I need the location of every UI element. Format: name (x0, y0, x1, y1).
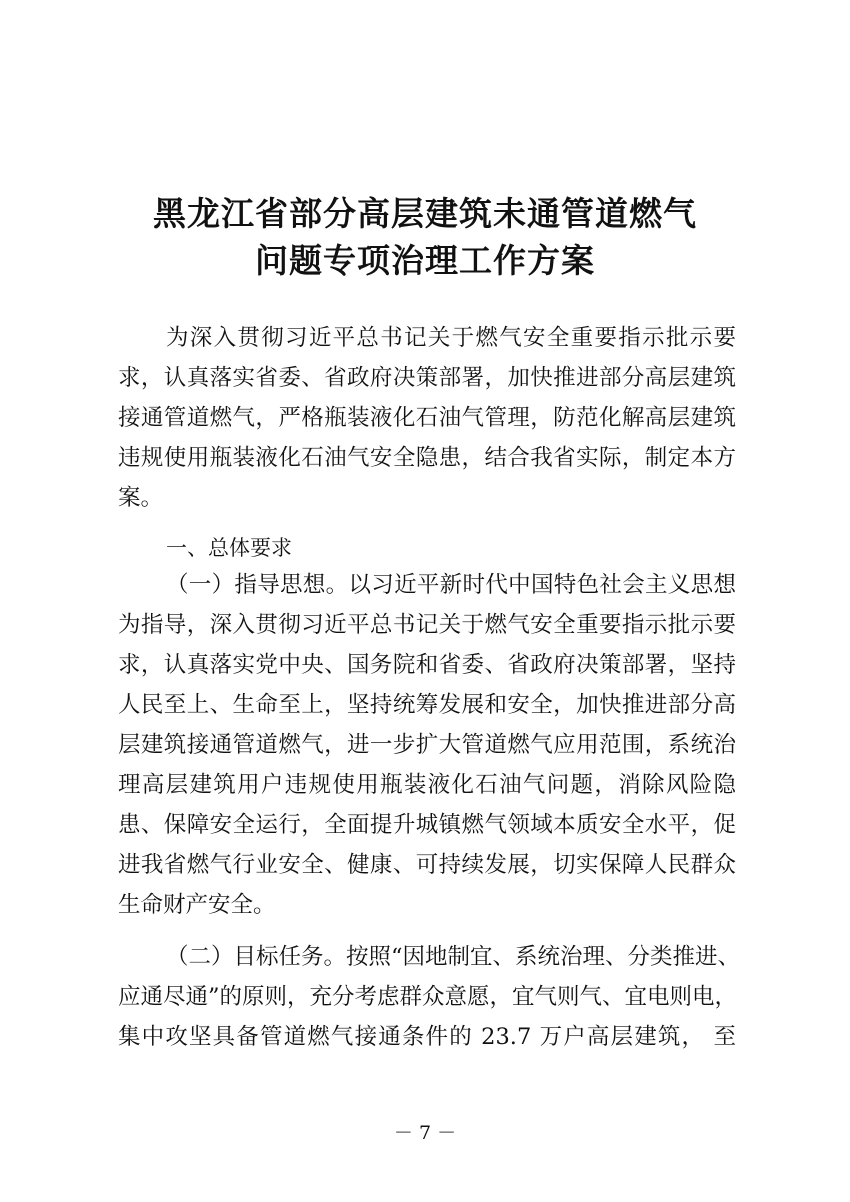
paragraph-line: （一）指导思想。以习近平新时代中国特色社会主义思想 (166, 572, 736, 598)
paragraph-line: 求，认真落实省委、省政府决策部署，加快推进部分高层建筑 (118, 365, 736, 391)
paragraph-line: 层建筑接通管道燃气，进一步扩大管道燃气应用范围，系统治 (118, 732, 736, 758)
paragraph-line: 案。 (118, 485, 164, 511)
paragraph-line: （二）目标任务。按照“因地制宜、系统治理、分类推进、 (166, 944, 741, 970)
paragraph-line: 患、保障安全运行，全面提升城镇燃气领域本质安全水平，促 (118, 812, 736, 838)
paragraph-line: 应通尽通”的原则，充分考虑群众意愿，宜气则气、宜电则电， (118, 984, 738, 1010)
paragraph-line: 集中攻坚具备管道燃气接通条件的 23.7 万户高层建筑， 至 (118, 1024, 736, 1050)
paragraph-line: 生命财产安全。 (118, 892, 276, 918)
intro-paragraph (118, 318, 736, 518)
document-title-line-1: 黑龙江省部分高层建筑未通管道燃气 (153, 194, 697, 233)
document-title-line-2: 问题专项治理工作方案 (255, 241, 595, 280)
paragraph-line: 进我省燃气行业安全、健康、可持续发展，切实保障人民群众 (118, 852, 736, 878)
paragraph-line: 为深入贯彻习近平总书记关于燃气安全重要指示批示要 (166, 325, 736, 351)
page-number: － 7 － (393, 1122, 457, 1144)
paragraph-line: 理高层建筑用户违规使用瓶装液化石油气问题，消除风险隐 (118, 772, 736, 798)
guiding-ideology-paragraph (118, 565, 736, 925)
paragraph-line: 人民至上、生命至上，坚持统筹发展和安全，加快推进部分高 (118, 692, 736, 718)
paragraph-line: 违规使用瓶装液化石油气安全隐患，结合我省实际，制定本方 (118, 445, 736, 471)
paragraph-line: 为指导，深入贯彻习近平总书记关于燃气安全重要指示批示要 (118, 612, 736, 638)
section-heading: 一、总体要求 (166, 536, 292, 560)
target-tasks-paragraph (118, 937, 741, 1057)
paragraph-line: 求，认真落实党中央、国务院和省委、省政府决策部署，坚持 (118, 652, 736, 678)
paragraph-line: 接通管道燃气，严格瓶装液化石油气管理，防范化解高层建筑 (118, 405, 736, 431)
